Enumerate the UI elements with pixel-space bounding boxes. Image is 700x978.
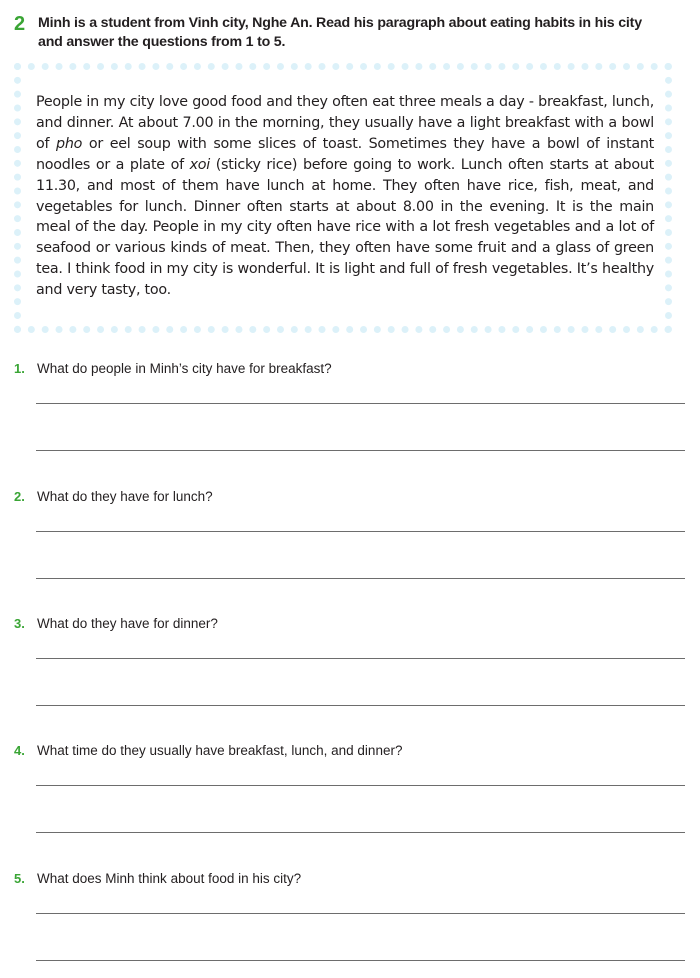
- reading-passage: [36, 92, 654, 301]
- question-text: What do they have for dinner?: [37, 616, 218, 631]
- passage-segment: People in my city love good food and they often eat three meals a day - breakfast, lunch, and dinner. At about 7.00 in the morning, they usually have a light breakfast with a bowl of: [36, 94, 654, 152]
- question-text: What do they have for lunch?: [37, 489, 213, 504]
- answer-line[interactable]: [36, 578, 685, 579]
- question-5: [14, 871, 674, 887]
- question-number: 5.: [14, 871, 25, 886]
- answer-line[interactable]: [36, 450, 685, 451]
- passage-segment: (sticky rice) before going to work. Lunch often starts at about 11.30, and most of them have lunch at home. They often have rice, fish, meat, and vegetables for lunch. Dinner often starts at about 8.00 in the evening. It is the main meal of the day. People in my city often have rice with a lot fresh vegetables and a lot of seafood or various kinds of meat. Then, they often have some fruit and a glass of green tea. I think food in my city is wonderful. It is light and full of fresh vegetables. It’s healthy and very tasty, too.: [36, 156, 654, 299]
- question-label: [14, 616, 674, 632]
- answer-line[interactable]: [36, 658, 685, 659]
- question-2: [14, 489, 674, 505]
- answer-line[interactable]: [36, 403, 685, 404]
- question-label: [14, 743, 674, 759]
- question-number: 3.: [14, 616, 25, 631]
- passage-segment-italic: pho: [56, 135, 83, 152]
- question-label: [14, 871, 674, 887]
- question-text: What does Minh think about food in his city?: [37, 871, 302, 886]
- passage-segment-italic: xoi: [189, 156, 211, 173]
- question-number: 2.: [14, 489, 25, 504]
- exercise-instruction: Minh is a student from Vinh city, Nghe An. Read his paragraph about eating habits in his city and answer the questions from 1 to 5.: [38, 15, 642, 50]
- question-number: 4.: [14, 743, 25, 758]
- answer-line[interactable]: [36, 705, 685, 706]
- question-3: [14, 616, 674, 632]
- question-1: [14, 361, 674, 377]
- question-label: [14, 489, 674, 505]
- passage-segment: or eel soup with some slices of toast. Sometimes they have a bowl of instant noodles or a plate of: [36, 135, 654, 173]
- answer-line[interactable]: [36, 832, 685, 833]
- answer-line[interactable]: [36, 785, 685, 786]
- exercise-number: 2: [14, 13, 26, 35]
- question-label: [14, 361, 674, 377]
- question-number: 1.: [14, 361, 25, 376]
- answer-line[interactable]: [36, 913, 685, 914]
- exercise-header: [14, 14, 664, 52]
- question-text: What do people in Minh’s city have for breakfast?: [37, 361, 332, 376]
- question-4: [14, 743, 674, 759]
- answer-line[interactable]: [36, 531, 685, 532]
- answer-line[interactable]: [36, 960, 685, 961]
- question-text: What time do they usually have breakfast, lunch, and dinner?: [37, 743, 403, 758]
